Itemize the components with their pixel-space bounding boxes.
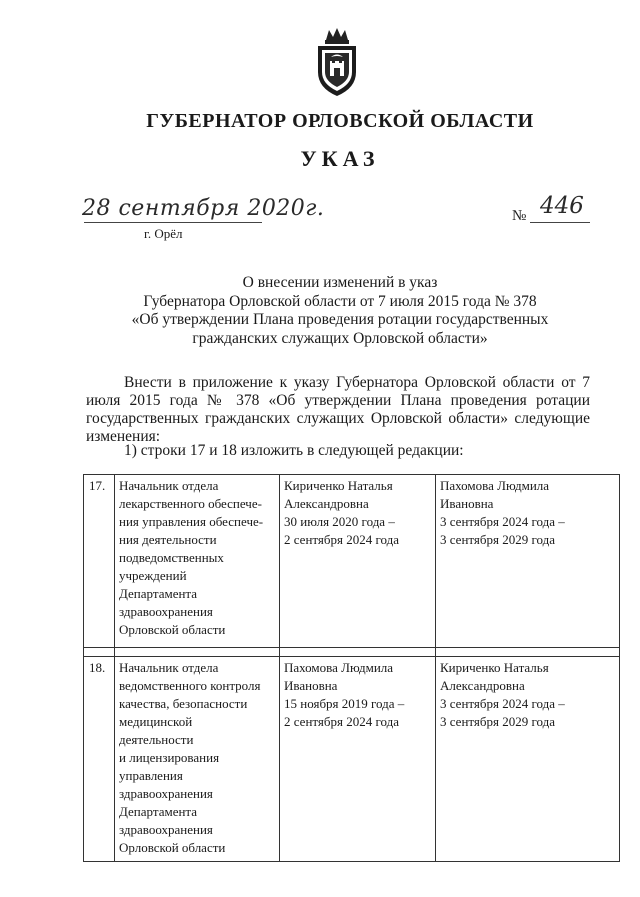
position-line: здравоохранения [119, 604, 213, 619]
issuing-authority: ГУБЕРНАТОР ОРЛОВСКОЙ ОБЛАСТИ [146, 110, 534, 132]
row-number: 18. [84, 657, 115, 862]
issue-city: г. Орёл [144, 226, 183, 241]
position-line: Орловской области [119, 622, 226, 637]
next-holder-cell [436, 657, 620, 862]
current-holder-line: 30 июля 2020 года – [284, 514, 395, 529]
number-sign: № [512, 208, 527, 224]
position-line: учреждений [119, 568, 187, 583]
current-holder-line: 2 сентября 2024 года [284, 714, 400, 729]
current-holder-cell [280, 657, 436, 862]
next-holder-line: Кириченко Наталья [440, 660, 549, 675]
position-line: Орловской области [119, 840, 226, 855]
current-holder-line: Ивановна [284, 678, 338, 693]
next-holder-line: Пахомова Людмила [440, 478, 550, 493]
orel-coat-of-arms-icon [312, 26, 362, 98]
next-holder-line: 3 сентября 2024 года – [440, 696, 565, 711]
handwritten-number: 446 [540, 193, 584, 219]
position-line: качества, безопасности [119, 696, 248, 711]
position-line: управления [119, 768, 183, 783]
next-holder-line: 3 сентября 2029 года [440, 714, 556, 729]
table-row-gap [84, 648, 620, 657]
amendment-item-1: 1) строки 17 и 18 изложить в следующей редакции: [124, 442, 464, 459]
row-number: 17. [84, 475, 115, 648]
position-line: подведомственных [119, 550, 224, 565]
position-line: деятельности [119, 732, 194, 747]
current-holder-cell [280, 475, 436, 648]
next-holder-line: Александровна [440, 678, 525, 693]
position-line: Начальник отдела [119, 660, 219, 675]
table-row [84, 657, 620, 862]
subject-line: «Об утверждении Плана проведения ротации государственных [131, 311, 549, 328]
next-holder-line: 3 сентября 2029 года [440, 532, 556, 547]
subject-line: О внесении изменений в указ [242, 274, 438, 291]
position-line: здравоохранения [119, 822, 213, 837]
position-cell [115, 475, 280, 648]
subject-line: гражданских служащих Орловской области» [192, 329, 488, 347]
number-underline [530, 222, 590, 223]
next-holder-line: 3 сентября 2024 года – [440, 514, 565, 529]
current-holder-line: Александровна [284, 496, 369, 511]
next-holder-line: Ивановна [440, 496, 494, 511]
position-line: Департамента [119, 586, 198, 601]
document-type: УКАЗ [300, 146, 380, 171]
position-line: здравоохранения [119, 786, 213, 801]
position-line: и лицензирования [119, 750, 220, 765]
position-line: Департамента [119, 804, 198, 819]
position-line: ния деятельности [119, 532, 217, 547]
position-line: ведомственного контроля [119, 678, 261, 693]
current-holder-line: 15 ноября 2019 года – [284, 696, 405, 711]
position-line: Начальник отдела [119, 478, 219, 493]
body-paragraph: Внести в приложение к указу Губернатора Орловской области от 7 июля 2015 года № 378 «Об утверждении Плана проведения ротации государственных гражданских служащих Орловской области» следующие изменения: [86, 374, 590, 445]
current-holder-line: Пахомова Людмила [284, 660, 394, 675]
rotation-plan-table [83, 474, 620, 862]
next-holder-cell [436, 475, 620, 648]
table-row [84, 475, 620, 648]
subject-line: Губернатора Орловской области от 7 июля 2015 года № 378 [143, 292, 537, 310]
current-holder-line: 2 сентября 2024 года [284, 532, 400, 547]
date-underline [84, 222, 262, 223]
position-cell [115, 657, 280, 862]
decree-subject [60, 274, 620, 348]
position-line: медицинской [119, 714, 193, 729]
handwritten-date: 28 сентября 2020г. [82, 196, 325, 221]
current-holder-line: Кириченко Наталья [284, 478, 393, 493]
position-line: лекарственного обеспече- [119, 496, 262, 511]
position-line: ния управления обеспече- [119, 514, 264, 529]
